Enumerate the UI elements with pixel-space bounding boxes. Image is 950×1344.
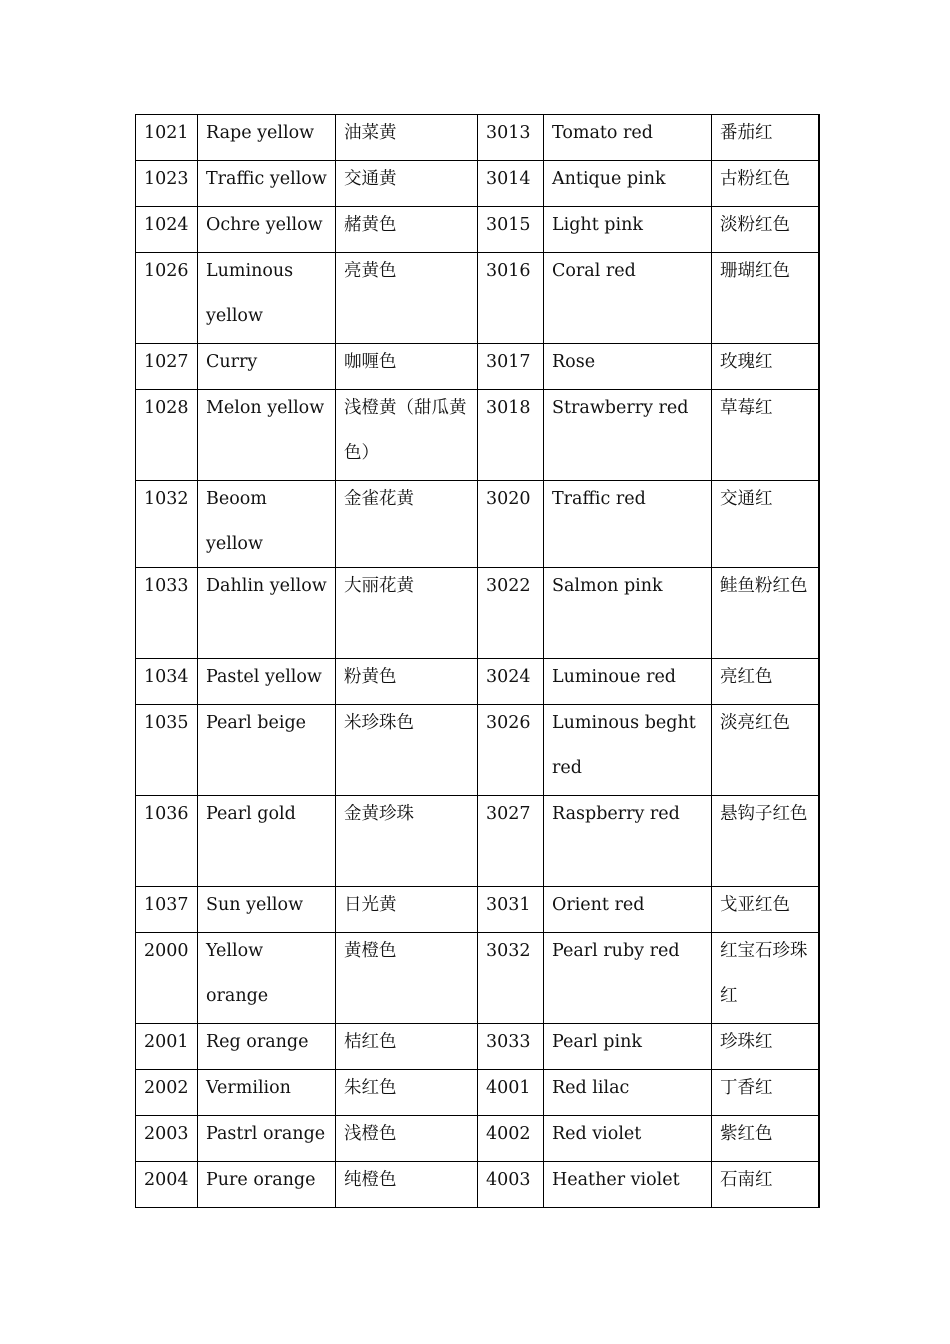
color-name-en-left	[198, 115, 336, 161]
color-name-en-right-text: Coral red	[552, 261, 636, 281]
color-name-en-right	[544, 659, 712, 705]
color-name-en-left-text: Rape yellow	[206, 123, 315, 143]
color-code-right	[478, 933, 544, 1024]
color-name-cn-right-text: 珊瑚红色	[720, 261, 790, 281]
color-code-left	[136, 568, 198, 659]
color-code-right-text: 3013	[486, 123, 531, 143]
color-name-cn-right-text: 淡亮红色	[720, 713, 790, 733]
color-code-right-text: 3024	[486, 667, 531, 687]
color-code-right	[478, 344, 544, 390]
color-name-en-left-text: Reg orange	[206, 1032, 309, 1052]
color-code-left	[136, 344, 198, 390]
color-name-en-right-text: Salmon pink	[552, 576, 663, 596]
color-name-cn-left-text: 朱红色	[344, 1078, 397, 1098]
color-name-en-right	[544, 1116, 712, 1162]
color-name-en-left	[198, 887, 336, 933]
color-name-cn-right	[712, 887, 819, 933]
color-name-en-right-text: Pearl ruby red	[552, 941, 680, 961]
color-code-right-text: 4003	[486, 1170, 531, 1190]
color-name-cn-right-text: 交通红	[720, 489, 773, 509]
color-name-en-left	[198, 390, 336, 481]
color-name-en-right	[544, 1024, 712, 1070]
color-name-en-right	[544, 344, 712, 390]
color-name-cn-left	[336, 568, 478, 659]
color-code-left-text: 2001	[144, 1032, 189, 1052]
color-code-left	[136, 705, 198, 796]
color-name-cn-left	[336, 115, 478, 161]
color-name-en-right-text: Orient red	[552, 895, 645, 915]
color-name-cn-left-text: 交通黄	[344, 169, 397, 189]
color-name-en-left-text: Traffic yellow	[206, 169, 327, 189]
color-name-cn-right	[712, 659, 819, 705]
table-row	[136, 1024, 819, 1070]
color-name-en-left	[198, 1116, 336, 1162]
color-name-en-right-text: Tomato red	[552, 123, 653, 143]
color-name-en-right	[544, 705, 712, 796]
color-name-cn-left-text: 桔红色	[344, 1032, 397, 1052]
color-code-table	[135, 114, 820, 1208]
color-name-cn-right-text: 珍珠红	[720, 1032, 773, 1052]
color-name-en-right-text: Luminoue red	[552, 667, 677, 687]
color-name-cn-left	[336, 161, 478, 207]
color-name-cn-right	[712, 1070, 819, 1116]
color-name-en-left	[198, 344, 336, 390]
color-name-en-left	[198, 1162, 336, 1208]
color-name-en-left-text: Luminous yellow	[206, 261, 294, 326]
color-code-left	[136, 796, 198, 887]
color-name-cn-right-text: 古粉红色	[720, 169, 790, 189]
color-name-en-left-text: Pastel yellow	[206, 667, 322, 687]
color-name-en-right-text: Pearl pink	[552, 1032, 642, 1052]
color-code-left	[136, 1070, 198, 1116]
color-name-cn-left	[336, 887, 478, 933]
table-row	[136, 1162, 819, 1208]
color-name-en-left-text: Sun yellow	[206, 895, 304, 915]
color-name-en-left-text: Yellow orange	[206, 941, 269, 1006]
color-name-en-left	[198, 568, 336, 659]
color-name-en-right	[544, 568, 712, 659]
color-code-right	[478, 253, 544, 344]
color-code-left-text: 2002	[144, 1078, 189, 1098]
color-code-right-text: 3027	[486, 804, 531, 824]
color-name-en-left	[198, 253, 336, 344]
color-code-right-text: 3016	[486, 261, 531, 281]
color-name-cn-right	[712, 344, 819, 390]
color-name-en-left	[198, 1070, 336, 1116]
color-name-cn-left-text: 油菜黄	[344, 123, 397, 143]
color-code-left	[136, 1162, 198, 1208]
color-code-left-text: 2004	[144, 1170, 189, 1190]
color-code-left-text: 2003	[144, 1124, 189, 1144]
color-name-en-left	[198, 481, 336, 568]
color-code-left-text: 1037	[144, 895, 189, 915]
color-code-right	[478, 1162, 544, 1208]
color-name-cn-left-text: 粉黄色	[344, 667, 397, 687]
color-name-cn-left	[336, 796, 478, 887]
color-code-left-text: 1036	[144, 804, 189, 824]
color-name-cn-left-text: 赭黄色	[344, 215, 397, 235]
color-name-en-right-text: Strawberry red	[552, 398, 689, 418]
table-row	[136, 481, 819, 568]
color-name-cn-right	[712, 481, 819, 568]
color-name-cn-right	[712, 207, 819, 253]
color-code-right-text: 4001	[486, 1078, 531, 1098]
color-name-en-left-text: Pearl gold	[206, 804, 296, 824]
color-code-left-text: 1026	[144, 261, 189, 281]
color-name-en-left-text: Vermilion	[206, 1078, 291, 1098]
color-name-en-left	[198, 933, 336, 1024]
color-name-cn-left-text: 亮黄色	[344, 261, 397, 281]
color-name-cn-right-text: 淡粉红色	[720, 215, 790, 235]
color-name-en-right-text: Antique pink	[552, 169, 666, 189]
color-code-right-text: 3017	[486, 352, 531, 372]
color-name-cn-right	[712, 1116, 819, 1162]
color-code-right	[478, 390, 544, 481]
color-code-right-text: 3033	[486, 1032, 531, 1052]
color-name-cn-right-text: 石南红	[720, 1170, 773, 1190]
color-name-en-right	[544, 796, 712, 887]
color-code-right	[478, 481, 544, 568]
color-name-cn-right-text: 悬钩子红色	[720, 804, 808, 824]
color-code-left	[136, 933, 198, 1024]
color-code-left	[136, 1024, 198, 1070]
color-name-en-right	[544, 1162, 712, 1208]
color-name-en-left	[198, 705, 336, 796]
color-code-right-text: 3026	[486, 713, 531, 733]
color-name-cn-left	[336, 390, 478, 481]
color-name-en-right-text: Red violet	[552, 1124, 642, 1144]
color-name-en-left	[198, 161, 336, 207]
color-name-cn-left-text: 浅橙色	[344, 1124, 397, 1144]
color-code-left-text: 1033	[144, 576, 189, 596]
color-code-left-text: 1035	[144, 713, 189, 733]
color-name-en-left-text: Pure orange	[206, 1170, 316, 1190]
color-name-cn-left-text: 金雀花黄	[344, 489, 414, 509]
color-name-en-right	[544, 933, 712, 1024]
color-name-cn-left	[336, 659, 478, 705]
color-name-en-left-text: Ochre yellow	[206, 215, 323, 235]
color-name-cn-right	[712, 390, 819, 481]
color-code-right-text: 3020	[486, 489, 531, 509]
color-name-cn-left-text: 米珍珠色	[344, 713, 414, 733]
color-code-right-text: 3031	[486, 895, 531, 915]
color-code-left-text: 1027	[144, 352, 189, 372]
table-body	[136, 115, 819, 1208]
color-code-left	[136, 207, 198, 253]
color-code-right-text: 3022	[486, 576, 531, 596]
color-name-cn-left-text: 日光黄	[344, 895, 397, 915]
table-row	[136, 344, 819, 390]
color-name-cn-right	[712, 568, 819, 659]
color-name-cn-right-text: 紫红色	[720, 1124, 773, 1144]
table-row	[136, 887, 819, 933]
color-code-left	[136, 887, 198, 933]
color-code-left	[136, 115, 198, 161]
color-name-cn-left-text: 黄橙色	[344, 941, 397, 961]
color-code-left-text: 1032	[144, 489, 189, 509]
color-code-right	[478, 887, 544, 933]
color-code-right	[478, 207, 544, 253]
color-code-right	[478, 705, 544, 796]
color-name-cn-left-text: 纯橙色	[344, 1170, 397, 1190]
color-name-en-right-text: Heather violet	[552, 1170, 680, 1190]
color-name-en-left	[198, 207, 336, 253]
color-name-cn-right-text: 红宝石珍珠红	[720, 941, 808, 1006]
table-row	[136, 705, 819, 796]
color-name-cn-left-text: 咖喱色	[344, 352, 397, 372]
color-code-left-text: 1021	[144, 123, 189, 143]
color-name-cn-right-text: 戈亚红色	[720, 895, 790, 915]
color-name-en-left	[198, 1024, 336, 1070]
color-code-left	[136, 659, 198, 705]
color-name-en-right	[544, 481, 712, 568]
color-name-en-left-text: Curry	[206, 352, 258, 372]
table-row	[136, 115, 819, 161]
color-code-right	[478, 796, 544, 887]
color-name-en-right-text: Light pink	[552, 215, 643, 235]
color-code-left	[136, 390, 198, 481]
color-name-cn-left-text: 金黄珍珠	[344, 804, 414, 824]
color-code-right	[478, 568, 544, 659]
table-row	[136, 568, 819, 659]
color-code-left	[136, 161, 198, 207]
color-code-right-text: 4002	[486, 1124, 531, 1144]
table-row	[136, 659, 819, 705]
color-name-en-right-text: Red lilac	[552, 1078, 630, 1098]
color-name-cn-left	[336, 933, 478, 1024]
color-name-en-left	[198, 659, 336, 705]
color-code-left	[136, 481, 198, 568]
table-row	[136, 796, 819, 887]
color-name-cn-right	[712, 161, 819, 207]
color-name-en-right-text: Raspberry red	[552, 804, 680, 824]
color-name-cn-left	[336, 1162, 478, 1208]
color-code-left-text: 1023	[144, 169, 189, 189]
color-code-right	[478, 115, 544, 161]
color-name-en-left-text: Dahlin yellow	[206, 576, 327, 596]
color-name-en-right	[544, 115, 712, 161]
color-name-cn-left	[336, 705, 478, 796]
color-name-en-right	[544, 161, 712, 207]
color-name-cn-left	[336, 344, 478, 390]
color-name-cn-right	[712, 115, 819, 161]
color-code-left	[136, 1116, 198, 1162]
color-name-cn-right	[712, 933, 819, 1024]
color-name-en-right	[544, 253, 712, 344]
color-name-en-left-text: Beoom yellow	[206, 489, 267, 554]
color-code-right-text: 3032	[486, 941, 531, 961]
table-row	[136, 1116, 819, 1162]
color-code-right-text: 3015	[486, 215, 531, 235]
color-code-left-text: 2000	[144, 941, 189, 961]
color-name-en-right-text: Rose	[552, 352, 596, 372]
color-name-en-left-text: Pearl beige	[206, 713, 307, 733]
color-code-left	[136, 253, 198, 344]
color-code-left-text: 1028	[144, 398, 189, 418]
table-row	[136, 390, 819, 481]
color-name-en-right	[544, 390, 712, 481]
color-name-cn-left	[336, 1116, 478, 1162]
color-code-right	[478, 1070, 544, 1116]
table-row	[136, 1070, 819, 1116]
color-name-en-right	[544, 207, 712, 253]
color-name-cn-right	[712, 1162, 819, 1208]
color-name-cn-right-text: 丁香红	[720, 1078, 773, 1098]
color-code-right	[478, 659, 544, 705]
table-row	[136, 253, 819, 344]
color-name-cn-left-text: 大丽花黄	[344, 576, 414, 596]
color-name-en-right-text: Luminous beght red	[552, 713, 696, 778]
table-row	[136, 933, 819, 1024]
color-name-en-right	[544, 887, 712, 933]
color-name-en-right	[544, 1070, 712, 1116]
color-name-cn-right	[712, 705, 819, 796]
color-code-right-text: 3014	[486, 169, 531, 189]
color-name-cn-left-text: 浅橙黄（甜瓜黄色）	[344, 398, 467, 463]
color-code-right-text: 3018	[486, 398, 531, 418]
color-name-cn-left	[336, 207, 478, 253]
color-name-en-left-text: Melon yellow	[206, 398, 325, 418]
color-code-left-text: 1034	[144, 667, 189, 687]
table-row	[136, 207, 819, 253]
color-name-en-left-text: Pastrl orange	[206, 1124, 326, 1144]
table-row	[136, 161, 819, 207]
color-name-cn-right-text: 鲑鱼粉红色	[720, 576, 808, 596]
color-name-cn-right	[712, 1024, 819, 1070]
color-name-cn-left	[336, 1024, 478, 1070]
color-name-cn-right	[712, 796, 819, 887]
color-name-cn-left	[336, 1070, 478, 1116]
color-name-en-left	[198, 796, 336, 887]
color-name-en-right-text: Traffic red	[552, 489, 646, 509]
color-code-right	[478, 161, 544, 207]
color-name-cn-right-text: 玫瑰红	[720, 352, 773, 372]
color-name-cn-right-text: 亮红色	[720, 667, 773, 687]
color-code-right	[478, 1024, 544, 1070]
color-name-cn-right-text: 草莓红	[720, 398, 773, 418]
color-code-left-text: 1024	[144, 215, 189, 235]
color-name-cn-left	[336, 481, 478, 568]
color-name-cn-left	[336, 253, 478, 344]
color-name-cn-right-text: 番茄红	[720, 123, 773, 143]
color-name-cn-right	[712, 253, 819, 344]
color-code-right	[478, 1116, 544, 1162]
